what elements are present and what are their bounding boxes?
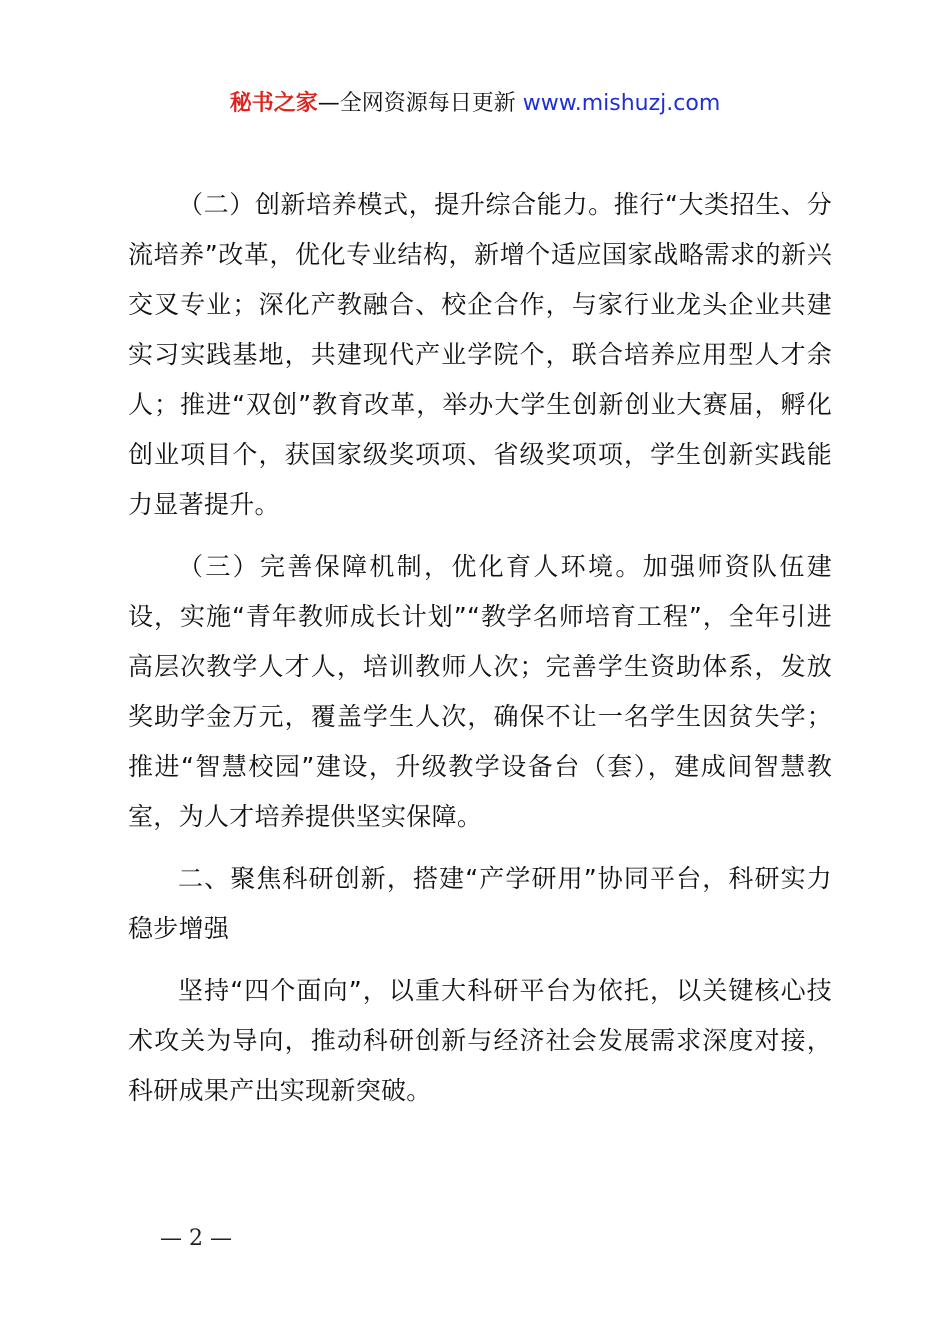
paragraph-research-intro: 坚持“四个面向”，以重大科研平台为依托，以关键核心技术攻关为导向，推动科研创新与经济社会发展需求深度对接，科研成果产出实现新突破。	[128, 976, 832, 1105]
site-header	[0, 88, 950, 120]
paragraph-support-mechanism: （三）完善保障机制，优化育人环境。加强师资队伍建设，实施“青年教师成长计划”“教学名师培育工程”，全年引进高层次教学人才人，培训教师人次；完善学生资助体系，发放奖助学金万元，覆盖学生人次，确保不让一名学生因贫失学；推进“智慧校园”建设，升级教学设备台（套），建成间智慧教室，为人才培养提供坚实保障。	[128, 552, 832, 831]
header-slogan: —全网资源每日更新	[317, 91, 523, 116]
brand-name: 秘书之家	[229, 91, 318, 116]
site-url-link[interactable]: www.mishuzj.com	[522, 91, 721, 116]
page-number: — 2 —	[160, 1226, 232, 1251]
section-heading-research: 二、聚焦科研创新，搭建“产学研用”协同平台，科研实力稳步增强	[128, 864, 832, 943]
paragraph-training-model: （二）创新培养模式，提升综合能力。推行“大类招生、分流培养”改革，优化专业结构，新增个适应国家战略需求的新兴交叉专业；深化产教融合、校企合作，与家行业龙头企业共建实习实践基地，共建现代产业学院个，联合培养应用型人才余人；推进“双创”教育改革，举办大学生创新创业大赛届，孵化创业项目个，获国家级奖项项、省级奖项项，学生创新实践能力显著提升。	[128, 190, 832, 519]
